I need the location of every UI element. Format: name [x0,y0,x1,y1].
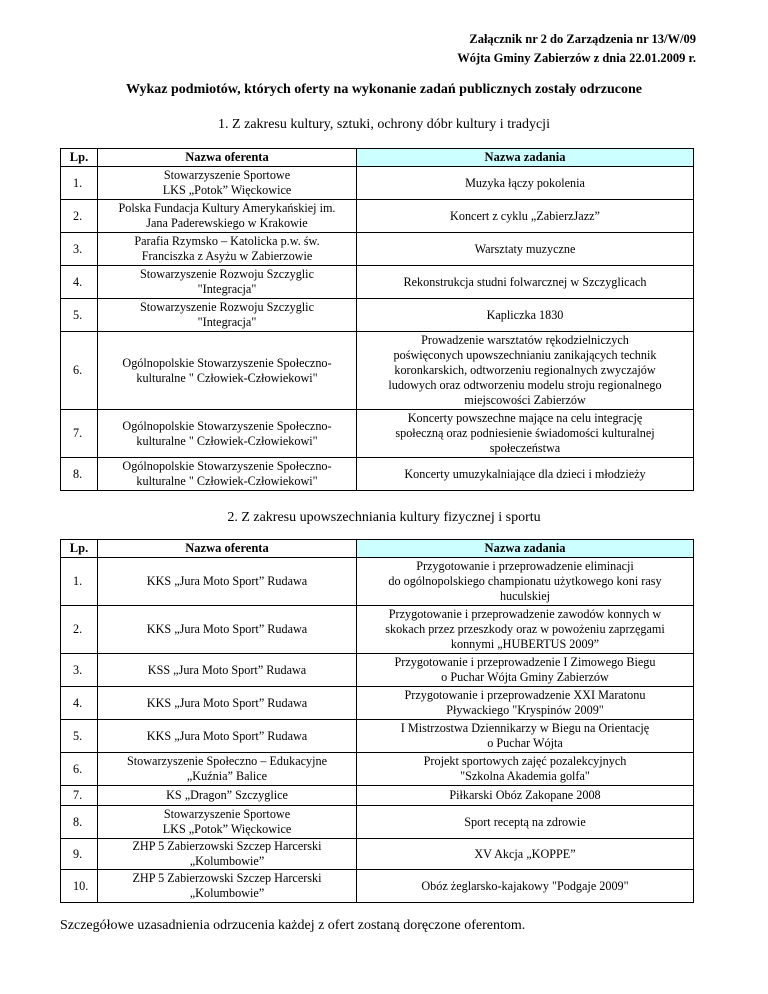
task-name: Warsztaty muzyczne [357,233,694,266]
oferent-name: ZHP 5 Zabierzowski Szczep Harcerski „Kolumbowie” [98,870,357,903]
task-name: Rekonstrukcja studni folwarcznej w Szczyglicach [357,266,694,299]
task-name: Koncerty powszechne mające na celu integrację społeczną oraz podniesienie świadomości kulturalnej społeczeństwa [357,410,694,458]
col-header-oferent: Nazwa oferenta [98,149,357,167]
oferent-name: KSS „Jura Moto Sport” Rudawa [98,654,357,687]
table-row [61,558,694,606]
attachment-header [457,30,696,68]
document-title: Wykaz podmiotów, których oferty na wykonanie zadań publicznych zostały odrzucone [126,82,642,97]
row-number: 8. [61,458,98,491]
table-row [61,200,694,233]
row-number: 8. [61,806,98,839]
oferent-name: Ogólnopolskie Stowarzyszenie Społeczno- kulturalne " Człowiek-Człowiekowi" [98,332,357,410]
row-number: 4. [61,687,98,720]
row-number: 4. [61,266,98,299]
col-header-zadanie: Nazwa zadania [357,540,694,558]
row-number: 1. [61,558,98,606]
row-number: 10. [61,870,98,903]
row-number: 5. [61,720,98,753]
row-number: 2. [61,200,98,233]
task-name: Koncerty umuzykalniające dla dzieci i młodzieży [357,458,694,491]
row-number: 1. [61,167,98,200]
task-name: Koncert z cyklu „ZabierzJazz” [357,200,694,233]
oferent-name: Stowarzyszenie Rozwoju Szczyglic "Integracja" [98,266,357,299]
oferent-name: Stowarzyszenie Rozwoju Szczyglic "Integracja" [98,299,357,332]
row-number: 7. [61,410,98,458]
row-number: 5. [61,299,98,332]
table-row [61,839,694,870]
task-name: Obóz żeglarsko-kajakowy "Podgaje 2009" [357,870,694,903]
oferent-name: ZHP 5 Zabierzowski Szczep Harcerski „Kolumbowie” [98,839,357,870]
table-row [61,606,694,654]
row-number: 3. [61,233,98,266]
task-name: Prowadzenie warsztatów rękodzielniczych poświęconych upowszechnianiu zanikających technik koronkarskich, odtworzeniu regionalnych zwyczajów ludowych oraz odtworzeniu modelu stroju regionalnego miejscowości Zabierzów [357,332,694,410]
row-number: 3. [61,654,98,687]
table-row [61,167,694,200]
oferent-name: KKS „Jura Moto Sport” Rudawa [98,606,357,654]
table-row [61,806,694,839]
task-name: I Mistrzostwa Dziennikarzy w Biegu na Orientację o Puchar Wójta [357,720,694,753]
col-header-lp: Lp. [61,149,98,167]
attachment-line-1: Załącznik nr 2 do Zarządzenia nr 13/W/09 [469,32,696,46]
oferent-name: Ogólnopolskie Stowarzyszenie Społeczno- kulturalne " Człowiek-Człowiekowi" [98,458,357,491]
table-row [61,654,694,687]
table-row [61,687,694,720]
table-row [61,753,694,786]
task-name: Muzyka łączy pokolenia [357,167,694,200]
table-culture [60,148,694,491]
oferent-name: KKS „Jura Moto Sport” Rudawa [98,720,357,753]
section-2-heading: 2. Z zakresu upowszechniania kultury fizycznej i sportu [227,510,541,525]
oferent-name: KKS „Jura Moto Sport” Rudawa [98,558,357,606]
oferent-name: Stowarzyszenie Sportowe LKS „Potok” Więckowice [98,167,357,200]
task-name: XV Akcja „KOPPE” [357,839,694,870]
task-name: Przygotowanie i przeprowadzenie zawodów konnych w skokach przez przeszkody oraz w powożeniu zaprzęgami konnymi „HUBERTUS 2009” [357,606,694,654]
table-row [61,870,694,903]
oferent-name: Stowarzyszenie Sportowe LKS „Potok” Więckowice [98,806,357,839]
section-1-heading: 1. Z zakresu kultury, sztuki, ochrony dóbr kultury i tradycji [218,117,550,132]
row-number: 7. [61,786,98,806]
table-row [61,266,694,299]
col-header-oferent: Nazwa oferenta [98,540,357,558]
oferent-name: Ogólnopolskie Stowarzyszenie Społeczno- kulturalne " Człowiek-Człowiekowi" [98,410,357,458]
oferent-name: Parafia Rzymsko – Katolicka p.w. św. Franciszka z Asyżu w Zabierzowie [98,233,357,266]
row-number: 9. [61,839,98,870]
table-row [61,299,694,332]
task-name: Kapliczka 1830 [357,299,694,332]
table-row [61,410,694,458]
table-row [61,332,694,410]
col-header-lp: Lp. [61,540,98,558]
table-row [61,720,694,753]
row-number: 6. [61,753,98,786]
oferent-name: Stowarzyszenie Społeczno – Edukacyjne „Kuźnia” Balice [98,753,357,786]
task-name: Przygotowanie i przeprowadzenie XXI Maratonu Pływackiego "Kryspinów 2009" [357,687,694,720]
row-number: 2. [61,606,98,654]
footer-note: Szczegółowe uzasadnienia odrzucenia każdej z ofert zostaną doręczone oferentom. [60,918,526,933]
table-sport [60,539,694,903]
table-row [61,786,694,806]
task-name: Sport receptą na zdrowie [357,806,694,839]
attachment-line-2: Wójta Gminy Zabierzów z dnia 22.01.2009 r. [457,51,696,65]
task-name: Projekt sportowych zajęć pozalekcyjnych "Szkolna Akademia golfa" [357,753,694,786]
col-header-zadanie: Nazwa zadania [357,149,694,167]
row-number: 6. [61,332,98,410]
table-row [61,458,694,491]
table-culture-body [61,167,694,491]
task-name: Przygotowanie i przeprowadzenie eliminacji do ogólnopolskiego championatu użytkowego koni rasy huculskiej [357,558,694,606]
oferent-name: KKS „Jura Moto Sport” Rudawa [98,687,357,720]
oferent-name: Polska Fundacja Kultury Amerykańskiej im. Jana Paderewskiego w Krakowie [98,200,357,233]
task-name: Piłkarski Obóz Zakopane 2008 [357,786,694,806]
table-sport-body [61,558,694,903]
table-row [61,233,694,266]
oferent-name: KS „Dragon” Szczyglice [98,786,357,806]
task-name: Przygotowanie i przeprowadzenie I Zimowego Biegu o Puchar Wójta Gminy Zabierzów [357,654,694,687]
